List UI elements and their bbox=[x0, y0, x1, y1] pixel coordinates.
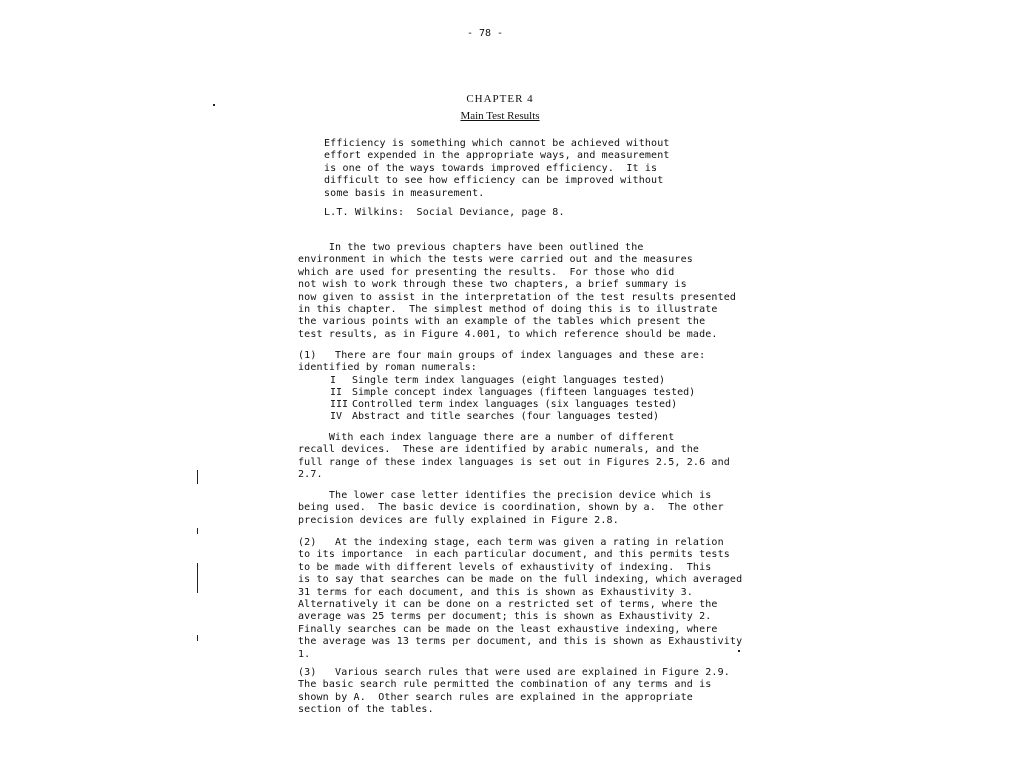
intro-paragraph: In the two previous chapters have been outlined the environment in which the tests were carried out and the measures which are used for presenting the results. For those who did not wish to work through these two chapters, a brief summary is now given to assist in the interpretation of the test results presented in this chapter. The simplest method of doing this is to illustrate the various points with an example of the tables which present the test results, as in Figure 4.001, to which reference should be made. bbox=[298, 242, 737, 340]
recall-paragraph: With each index language there are a number of different recall devices. These are identified by arabic numerals, and the full range of these index languages is set out in Figures 2.5, 2.6 and 2.7. bbox=[298, 432, 730, 481]
group-numeral: IV bbox=[330, 411, 343, 422]
group-numeral: I bbox=[330, 375, 337, 386]
page-number: - 78 - bbox=[466, 28, 504, 39]
scan-speck bbox=[213, 104, 215, 106]
group-item bbox=[330, 411, 659, 422]
margin-mark bbox=[197, 470, 198, 484]
group-numeral: III bbox=[330, 399, 349, 410]
point-3-paragraph: (3) Various search rules that were used are explained in Figure 2.9. The basic search rule permitted the combination of any terms and is shown by A. Other search rules are explained in the appropriate section of the tables. bbox=[298, 667, 730, 716]
group-item bbox=[330, 399, 677, 410]
group-item bbox=[330, 375, 665, 386]
group-numeral: II bbox=[330, 387, 343, 398]
group-item bbox=[330, 387, 695, 398]
epigraph-quote: Efficiency is something which cannot be achieved without effort expended in the appropriate ways, and measurement is one of the ways towards improved efficiency. It is difficult to see how efficiency can be improved without some basis in measurement. bbox=[324, 138, 670, 199]
precision-paragraph: The lower case letter identifies the precision device which is being used. The basic device is coordination, shown by a. The other precision devices are fully explained in Figure 2.8. bbox=[298, 490, 724, 526]
scan-speck bbox=[738, 650, 740, 652]
point-1-paragraph: (1) There are four main groups of index languages and these are: identified by roman numerals: bbox=[298, 350, 706, 374]
margin-mark bbox=[197, 635, 198, 641]
group-text: Abstract and title searches (four languages tested) bbox=[352, 411, 660, 422]
margin-mark bbox=[197, 528, 198, 534]
chapter-title: Main Test Results bbox=[460, 110, 540, 122]
margin-mark bbox=[197, 563, 198, 593]
group-text: Controlled term index languages (six languages tested) bbox=[352, 399, 678, 410]
chapter-heading: CHAPTER 4 bbox=[466, 93, 534, 105]
group-text: Simple concept index languages (fifteen languages tested) bbox=[352, 387, 696, 398]
epigraph-attribution: L.T. Wilkins: Social Deviance, page 8. bbox=[324, 207, 565, 218]
group-text: Single term index languages (eight languages tested) bbox=[352, 375, 666, 386]
point-2-paragraph: (2) At the indexing stage, each term was given a rating in relation to its importance in each particular document, and this permits tests to be made with different levels of exhaustivity of indexing. This is to say that searches can be made on the full indexing, which averaged 31 terms for each document, and this is shown as Exhaustivity 3. Alternatively it can be done on a restricted set of terms, where the average was 25 terms per document; this is shown as Exhaustivity 2. Finally searches can be made on the least exhaustive indexing, where the average was 13 terms per document, and this is shown as Exhaustivity 1. bbox=[298, 537, 743, 660]
